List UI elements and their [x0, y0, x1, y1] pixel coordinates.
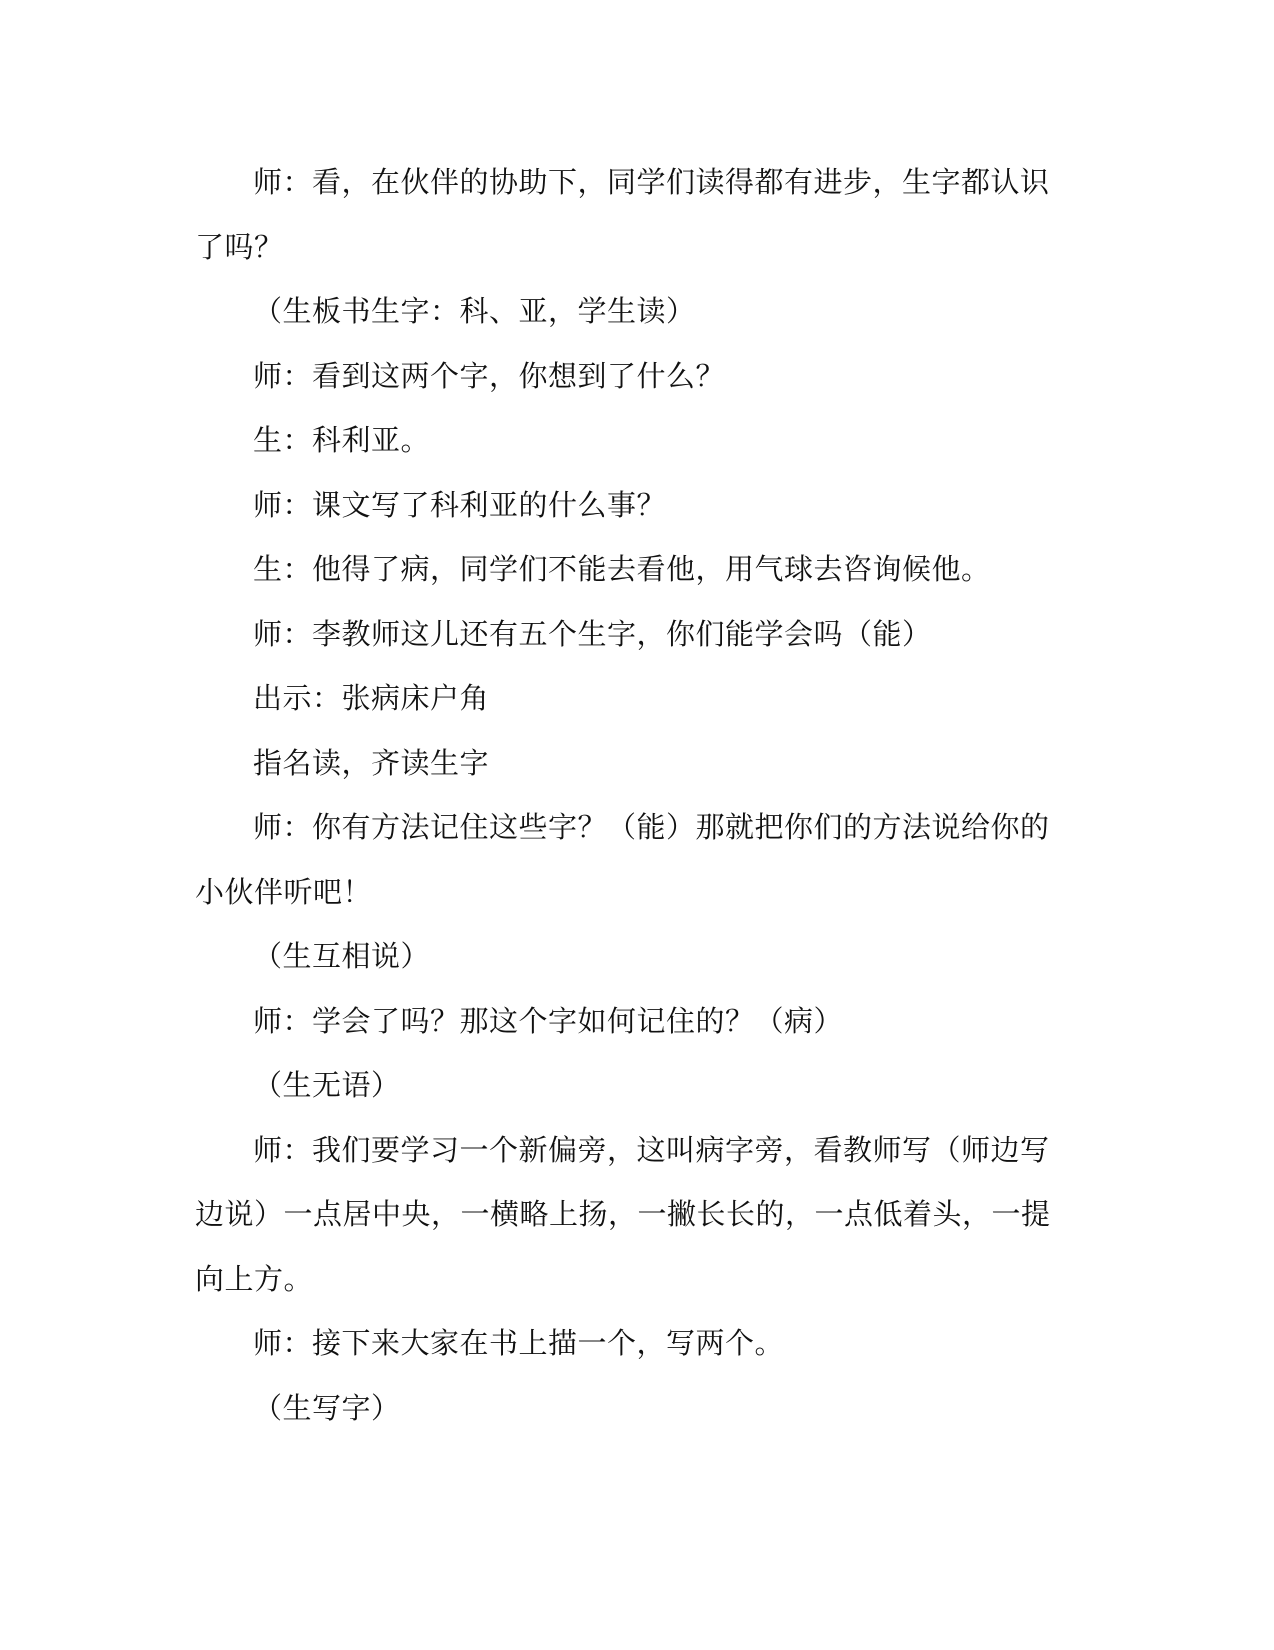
paragraph: 生：科利亚。 — [253, 423, 431, 457]
paragraph: （生写字） — [253, 1390, 401, 1425]
paragraph: 生：他得了病，同学们不能去看他，用气球去咨询候他。 — [253, 552, 991, 586]
paragraph: 师：学会了吗？那这个字如何记住的？（病） — [253, 1003, 844, 1038]
paragraph: （生互相说） — [253, 939, 431, 973]
paragraph: 师：接下来大家在书上描一个，写两个。 — [253, 1326, 785, 1360]
paragraph: 师：看到这两个字，你想到了什么？ — [253, 358, 726, 393]
paragraph: （生无语） — [253, 1068, 401, 1102]
paragraph: 师：李教师这儿还有五个生字，你们能学会吗（能） — [253, 616, 932, 651]
paragraph: 指名读，齐读生字 — [253, 745, 490, 780]
document-body — [195, 150, 1075, 1440]
paragraph: 师：我们要学习一个新偏旁，这叫病字旁，看教师写（师边写边说）一点居中央，一横略上扬，一撇长长的，一点低着头，一提向上方。 — [195, 1132, 1051, 1296]
paragraph: 师：看，在伙伴的协助下，同学们读得都有进步，生字都认识了吗？ — [195, 165, 1050, 264]
paragraph: （生板书生字：科、亚，学生读） — [253, 294, 696, 328]
paragraph: 师：你有方法记住这些字？（能）那就把你们的方法说给你的小伙伴听吧！ — [195, 810, 1050, 909]
paragraph: 师：课文写了科利亚的什么事？ — [253, 487, 667, 522]
paragraph: 出示：张病床户角 — [253, 681, 490, 715]
